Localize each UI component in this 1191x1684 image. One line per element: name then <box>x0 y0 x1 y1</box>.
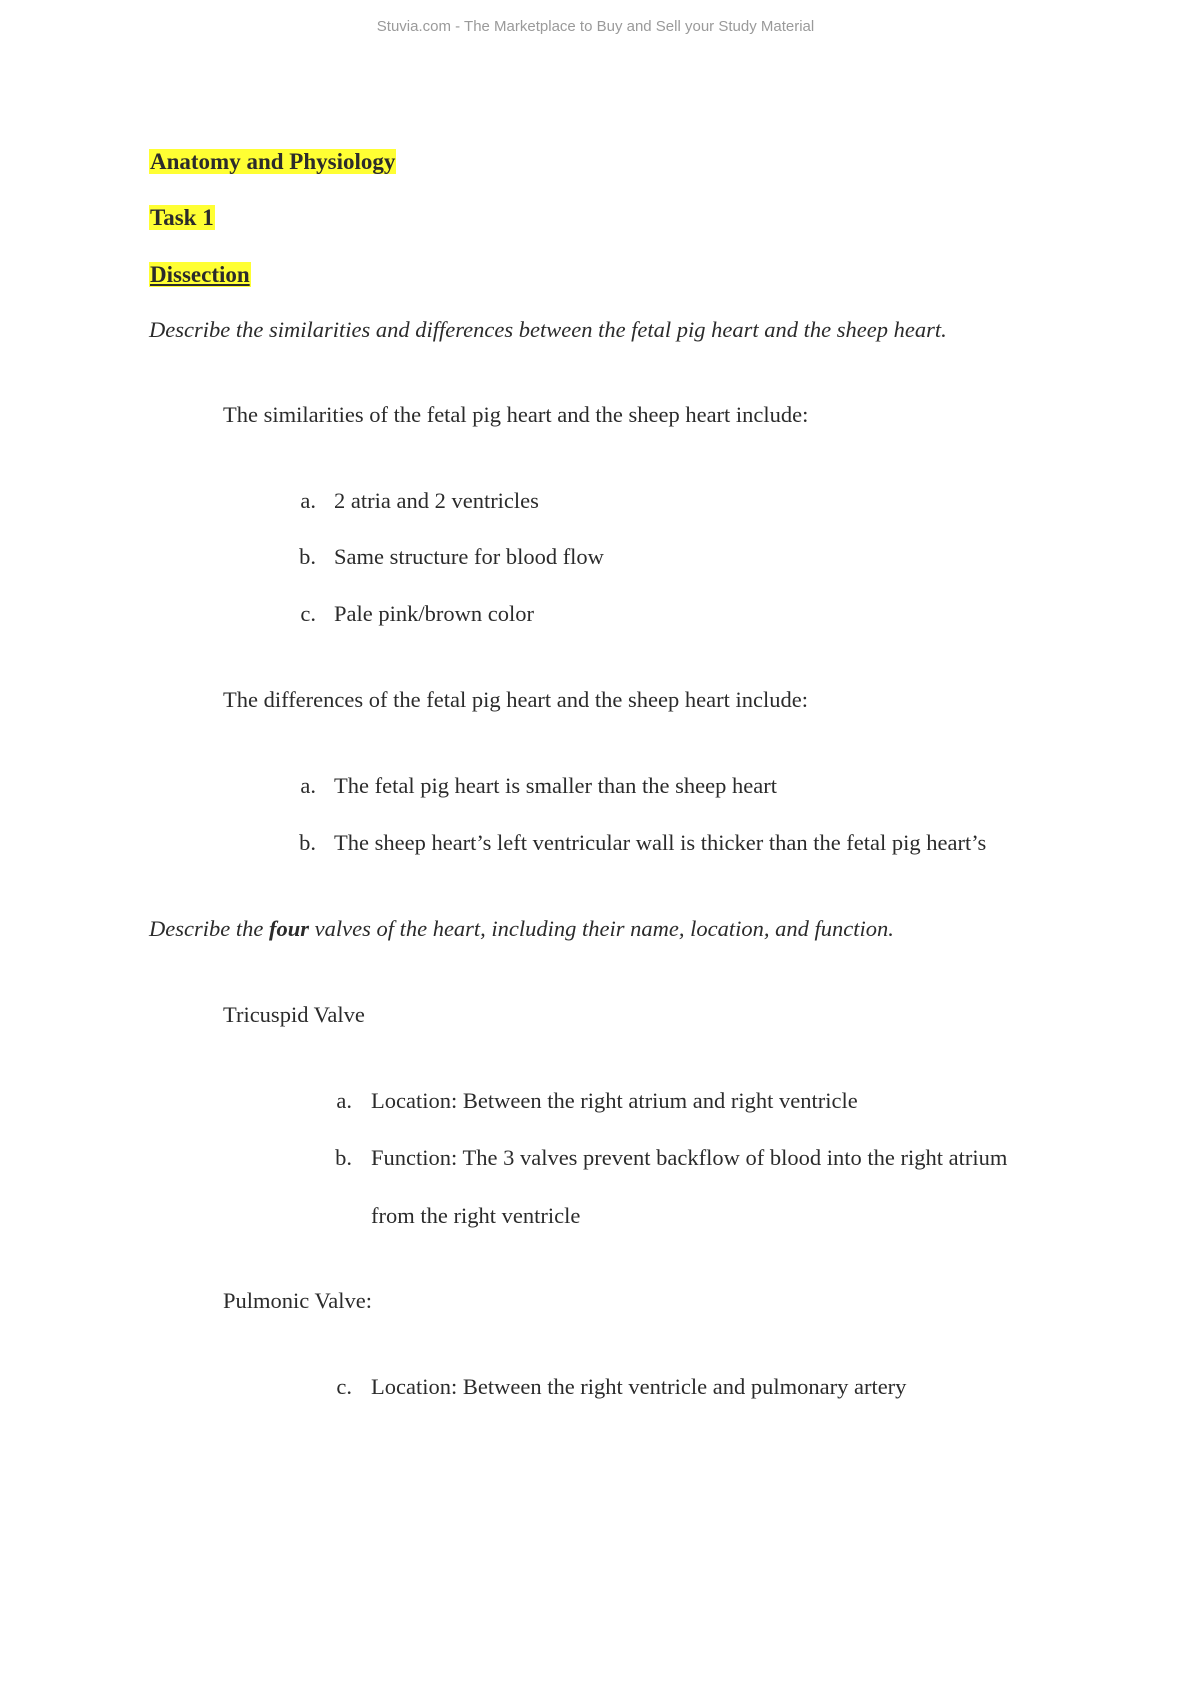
question-1: Describe the similarities and differences between the fetal pig heart and the sheep heart. <box>149 317 947 342</box>
watermark: Stuvia.com - The Marketplace to Buy and Sell your Study Material <box>376 18 815 35</box>
list-marker: b. <box>335 1145 352 1170</box>
task-heading-text: Task 1 <box>150 205 214 230</box>
list-item-text: Pale pink/brown color <box>334 601 534 626</box>
task-heading <box>149 204 215 231</box>
question-2 <box>149 916 894 942</box>
list-item-text: Function: The 3 valves prevent backflow of blood into the right atrium <box>371 1145 1008 1170</box>
section-heading-text: Dissection <box>150 262 250 287</box>
list-item-text: The sheep heart’s left ventricular wall is thicker than the fetal pig heart’s <box>334 830 987 855</box>
list-marker: b. <box>299 544 316 569</box>
similarities-intro: The similarities of the fetal pig heart and the sheep heart include: <box>223 402 809 427</box>
pulmonic-title: Pulmonic Valve: <box>223 1288 372 1313</box>
list-marker: c. <box>300 601 316 626</box>
course-heading <box>149 148 396 175</box>
list-item-text: Location: Between the right atrium and right ventricle <box>371 1088 858 1113</box>
list-marker: b. <box>299 830 316 855</box>
list-item-text: Location: Between the right ventricle and pulmonary artery <box>371 1374 907 1399</box>
list-item-text: Same structure for blood flow <box>334 544 604 569</box>
list-marker: a. <box>300 488 316 513</box>
list-marker: a. <box>300 773 316 798</box>
question-2-before: Describe the <box>149 916 269 941</box>
differences-intro: The differences of the fetal pig heart and the sheep heart include: <box>223 687 808 712</box>
tricuspid-title: Tricuspid Valve <box>223 1002 365 1027</box>
list-marker: a. <box>336 1088 352 1113</box>
section-heading <box>149 261 251 288</box>
course-heading-text: Anatomy and Physiology <box>150 149 396 174</box>
question-2-emphasis: four <box>268 916 309 941</box>
list-item-text: 2 atria and 2 ventricles <box>334 488 539 513</box>
question-2-after: valves of the heart, including their name, location, and function. <box>308 916 894 941</box>
list-item-continuation: from the right ventricle <box>371 1203 581 1228</box>
list-marker: c. <box>336 1374 352 1399</box>
list-item-text: The fetal pig heart is smaller than the sheep heart <box>334 773 777 798</box>
